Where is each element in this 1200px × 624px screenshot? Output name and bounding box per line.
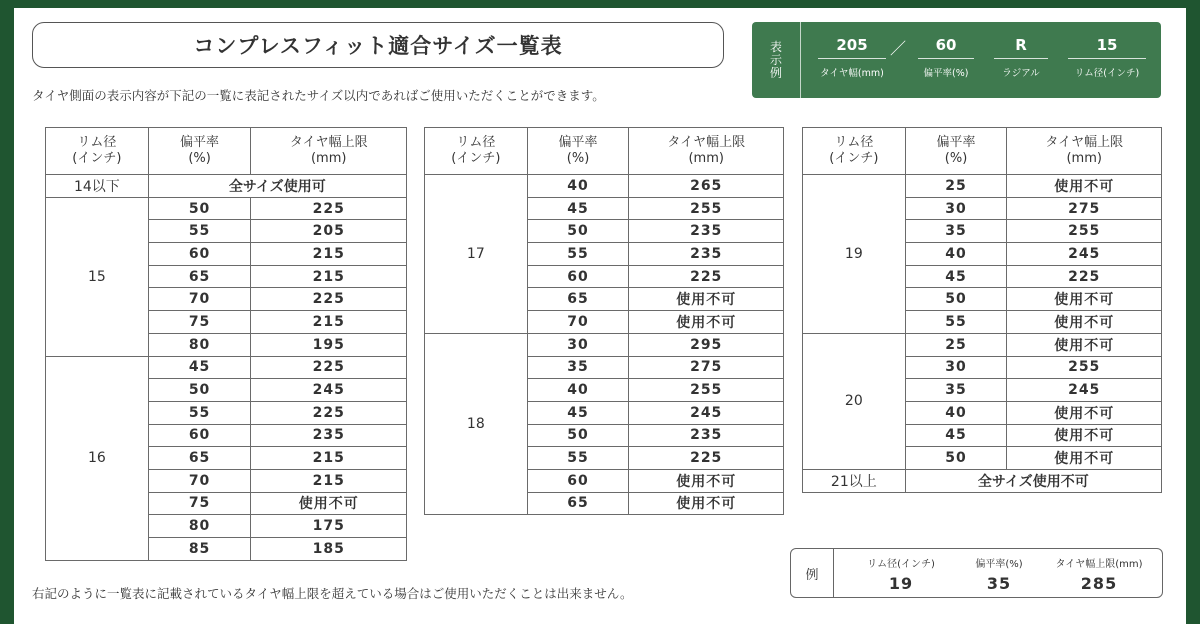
example-rim (847, 555, 955, 593)
width-cell: 275 (1007, 197, 1162, 220)
width-cell: 215 (251, 447, 407, 470)
width-cell: 255 (629, 197, 784, 220)
aspect-cell: 50 (905, 447, 1007, 470)
aspect-cell: 70 (148, 288, 251, 311)
page-title: コンプレスフィット適合サイズ一覧表 (193, 34, 563, 58)
width-cell: 使用不可 (1007, 311, 1162, 334)
sample-tag-char: 表 (769, 39, 782, 54)
table-row (803, 469, 1162, 492)
table-header-row (803, 128, 1162, 175)
aspect-cell: 40 (905, 401, 1007, 424)
width-cell: 225 (1007, 265, 1162, 288)
sample-width-value: 205 (818, 36, 886, 59)
header-width: タイヤ幅上限 (mm) (251, 128, 407, 175)
width-cell: 275 (629, 356, 784, 379)
aspect-cell: 60 (148, 424, 251, 447)
width-cell: 使用不可 (1007, 424, 1162, 447)
aspect-cell: 45 (148, 356, 251, 379)
sample-rim-label: リム径(インチ) (1074, 68, 1140, 79)
fitment-table-2 (424, 127, 784, 515)
width-cell: 225 (629, 265, 784, 288)
aspect-cell: 50 (905, 288, 1007, 311)
table-header-row (46, 128, 407, 175)
header-rim: リム径 (インチ) (803, 128, 906, 175)
width-cell: 235 (251, 424, 407, 447)
example-aspect (959, 555, 1039, 593)
aspect-cell: 60 (148, 243, 251, 266)
aspect-cell: 65 (527, 492, 629, 515)
aspect-cell: 55 (148, 220, 251, 243)
aspect-cell: 75 (148, 311, 251, 334)
width-cell: 265 (629, 175, 784, 198)
width-cell: 245 (629, 401, 784, 424)
width-cell: 225 (251, 356, 407, 379)
width-cell: 205 (251, 220, 407, 243)
example-width-label: タイヤ幅上限(mm) (1055, 559, 1143, 570)
width-cell: 使用不可 (629, 492, 784, 515)
aspect-cell: 35 (527, 356, 629, 379)
sample-rim-value: 15 (1068, 36, 1146, 59)
width-cell: 使用不可 (629, 311, 784, 334)
example-lead: 例 (791, 549, 834, 597)
header-width: タイヤ幅上限 (mm) (629, 128, 784, 175)
aspect-cell: 55 (148, 401, 251, 424)
width-cell: 使用不可 (1007, 175, 1162, 198)
aspect-cell: 80 (148, 515, 251, 538)
rim-cell: 17 (425, 175, 528, 334)
width-cell: 使用不可 (1007, 401, 1162, 424)
table-row (46, 175, 407, 198)
table-header-row (425, 128, 784, 175)
width-cell: 295 (629, 333, 784, 356)
width-cell: 235 (629, 220, 784, 243)
header-aspect: 偏平率 (%) (527, 128, 629, 175)
sample-radial (988, 36, 1054, 79)
aspect-cell: 55 (905, 311, 1007, 334)
width-cell: 225 (251, 401, 407, 424)
example-rim-value: 19 (888, 574, 914, 593)
rim-cell: 16 (46, 356, 149, 560)
aspect-cell: 70 (527, 311, 629, 334)
aspect-cell: 45 (527, 401, 629, 424)
aspect-cell: 45 (905, 424, 1007, 447)
sample-tag-char: 例 (769, 65, 782, 80)
sample-tag (752, 22, 801, 98)
width-cell: 使用不可 (251, 492, 407, 515)
width-cell: 245 (1007, 379, 1162, 402)
example-aspect-value: 35 (986, 574, 1012, 593)
aspect-cell: 30 (905, 197, 1007, 220)
width-cell: 255 (1007, 356, 1162, 379)
aspect-cell: 35 (905, 379, 1007, 402)
width-cell: 215 (251, 243, 407, 266)
sample-aspect (912, 36, 980, 79)
intro-note: タイヤ側面の表示内容が下記の一覧に表記されたサイズ以内であればご使用いただくことができます。 (32, 88, 605, 103)
aspect-cell: 75 (148, 492, 251, 515)
aspect-cell: 60 (527, 265, 629, 288)
width-cell: 使用不可 (1007, 333, 1162, 356)
width-cell: 215 (251, 265, 407, 288)
example-rim-label: リム径(インチ) (867, 559, 935, 570)
aspect-cell: 85 (148, 538, 251, 561)
aspect-cell: 80 (148, 333, 251, 356)
width-cell: 225 (629, 447, 784, 470)
header-aspect: 偏平率 (%) (148, 128, 251, 175)
aspect-cell: 55 (527, 447, 629, 470)
aspect-cell: 60 (527, 469, 629, 492)
width-cell: 使用不可 (1007, 288, 1162, 311)
aspect-cell: 55 (527, 243, 629, 266)
aspect-cell: 50 (527, 424, 629, 447)
width-cell: 215 (251, 469, 407, 492)
fitment-table-3 (802, 127, 1162, 493)
width-cell: 195 (251, 333, 407, 356)
header-width: タイヤ幅上限 (mm) (1007, 128, 1162, 175)
fitment-table-1 (45, 127, 407, 561)
example-width (1043, 555, 1155, 593)
aspect-cell: 30 (905, 356, 1007, 379)
rim-cell: 21以上 (803, 469, 906, 492)
aspect-cell: 35 (905, 220, 1007, 243)
aspect-cell: 50 (148, 197, 251, 220)
header-rim: リム径 (インチ) (46, 128, 149, 175)
rim-cell: 15 (46, 197, 149, 356)
width-cell: 235 (629, 424, 784, 447)
example-width-value: 285 (1080, 574, 1118, 593)
width-cell: 245 (251, 379, 407, 402)
sample-tag-char: 示 (769, 52, 782, 67)
width-cell: 185 (251, 538, 407, 561)
aspect-cell: 40 (527, 175, 629, 198)
width-cell: 255 (1007, 220, 1162, 243)
bottom-note: 右記のように一覧表に記載されているタイヤ幅上限を超えている場合はご使用いただくことは出来ません。 (32, 586, 633, 601)
aspect-cell: 50 (148, 379, 251, 402)
header-aspect: 偏平率 (%) (905, 128, 1007, 175)
sample-aspect-label: 偏平率(%) (923, 68, 969, 79)
width-cell: 245 (1007, 243, 1162, 266)
header-rim: リム径 (インチ) (425, 128, 528, 175)
sample-radial-value: R (994, 36, 1048, 59)
width-cell: 255 (629, 379, 784, 402)
aspect-cell: 25 (905, 175, 1007, 198)
sample-width (812, 36, 892, 79)
width-cell: 使用不可 (629, 288, 784, 311)
table-row (425, 175, 784, 198)
table-row (46, 197, 407, 220)
table-row (803, 333, 1162, 356)
aspect-cell: 30 (527, 333, 629, 356)
aspect-cell: 65 (527, 288, 629, 311)
aspect-cell: 25 (905, 333, 1007, 356)
width-cell: 使用不可 (629, 469, 784, 492)
aspect-cell: 45 (527, 197, 629, 220)
title-box (32, 22, 724, 68)
sample-rim (1062, 36, 1152, 79)
sample-slash: ／ (890, 39, 907, 58)
table-row (803, 175, 1162, 198)
width-cell: 使用不可 (1007, 447, 1162, 470)
example-box (790, 548, 1163, 598)
all-sizes-ng-cell: 全サイズ使用不可 (905, 469, 1161, 492)
table-row (46, 356, 407, 379)
aspect-cell: 65 (148, 447, 251, 470)
rim-cell: 18 (425, 333, 528, 515)
rim-cell: 14以下 (46, 175, 149, 198)
width-cell: 175 (251, 515, 407, 538)
table-row (425, 333, 784, 356)
rim-cell: 20 (803, 333, 906, 469)
aspect-cell: 45 (905, 265, 1007, 288)
width-cell: 225 (251, 288, 407, 311)
aspect-cell: 40 (905, 243, 1007, 266)
aspect-cell: 50 (527, 220, 629, 243)
example-aspect-label: 偏平率(%) (975, 559, 1023, 570)
sample-width-label: タイヤ幅(mm) (820, 68, 884, 79)
sample-notation-box (752, 22, 1161, 98)
aspect-cell: 70 (148, 469, 251, 492)
width-cell: 235 (629, 243, 784, 266)
rim-cell: 19 (803, 175, 906, 334)
width-cell: 215 (251, 311, 407, 334)
sample-aspect-value: 60 (918, 36, 974, 59)
all-sizes-ok-cell: 全サイズ使用可 (148, 175, 406, 198)
sample-radial-label: ラジアル (1002, 68, 1040, 79)
aspect-cell: 65 (148, 265, 251, 288)
aspect-cell: 40 (527, 379, 629, 402)
width-cell: 225 (251, 197, 407, 220)
